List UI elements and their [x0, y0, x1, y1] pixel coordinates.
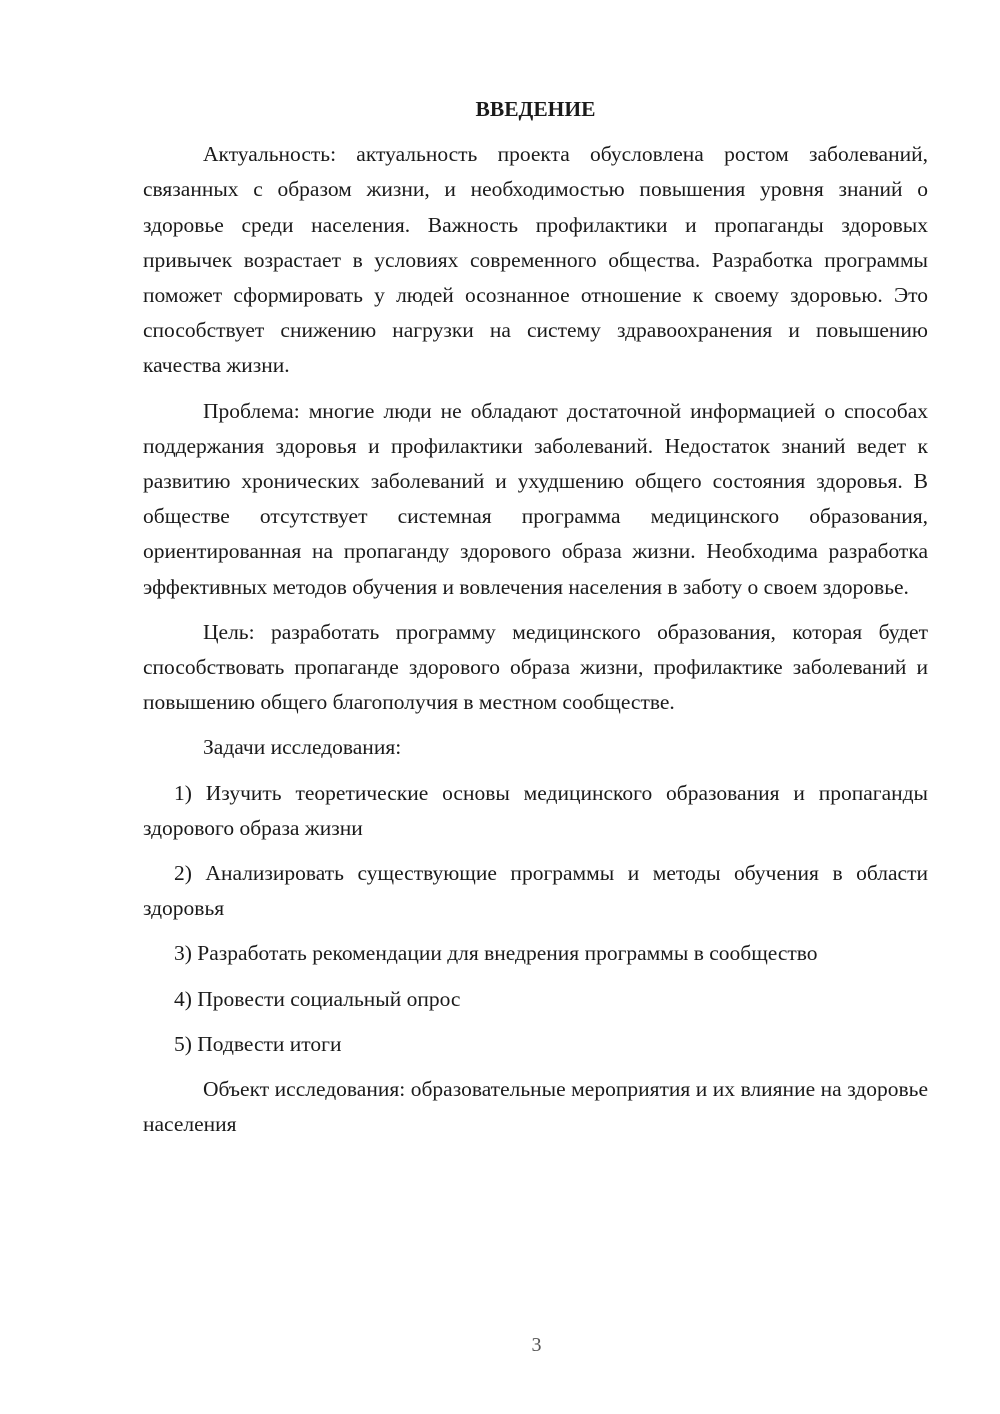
paragraph-problem: Проблема: многие люди не обладают достаточной информацией о способах поддержания здоровья и профилактики заболеваний. Недостаток знаний ведет к развитию хронических заболеваний и ухудшению общего состояния здоровья. В обществе отсутствует системная программа медицинского образования, ориентированная на пропаганду здорового образа жизни. Необходима разработка эффективных методов обучения и вовлечения населения в заботу о своем здоровье. — [143, 398, 928, 599]
paragraph-relevance: Актуальность: актуальность проекта обусловлена ростом заболеваний, связанных с образом жизни, и необходимостью повышения уровня знаний о здоровье среди населения. Важность профилактики и пропаганды здоровых привычек возрастает в условиях современного общества. Разработка программы поможет сформировать у людей осознанное отношение к своему здоровью. Это способствует снижению нагрузки на систему здравоохранения и повышению качества жизни. — [143, 142, 928, 378]
page-number: 3 — [531, 1334, 542, 1356]
task-item-3: 3) Разработать рекомендации для внедрения программы в сообщество — [174, 941, 818, 966]
page-title: ВВЕДЕНИЕ — [475, 97, 596, 121]
task-item-5: 5) Подвести итоги — [174, 1031, 342, 1056]
document-page — [143, 92, 928, 1152]
task-item-2: 2) Анализировать существующие программы и методы обучения в области здоровья — [143, 861, 928, 921]
task-item-1: 1) Изучить теоретические основы медицинского образования и пропаганды здорового образа жизни — [143, 780, 928, 840]
tasks-heading: Задачи исследования: — [203, 735, 402, 760]
paragraph-object: Объект исследования: образовательные мероприятия и их влияние на здоровье населения — [143, 1077, 928, 1137]
paragraph-goal: Цель: разработать программу медицинского образования, которая будет способствовать пропаганде здорового образа жизни, профилактике заболеваний и повышению общего благополучия в местном сообществе. — [143, 619, 928, 715]
task-item-4: 4) Провести социальный опрос — [174, 986, 461, 1011]
